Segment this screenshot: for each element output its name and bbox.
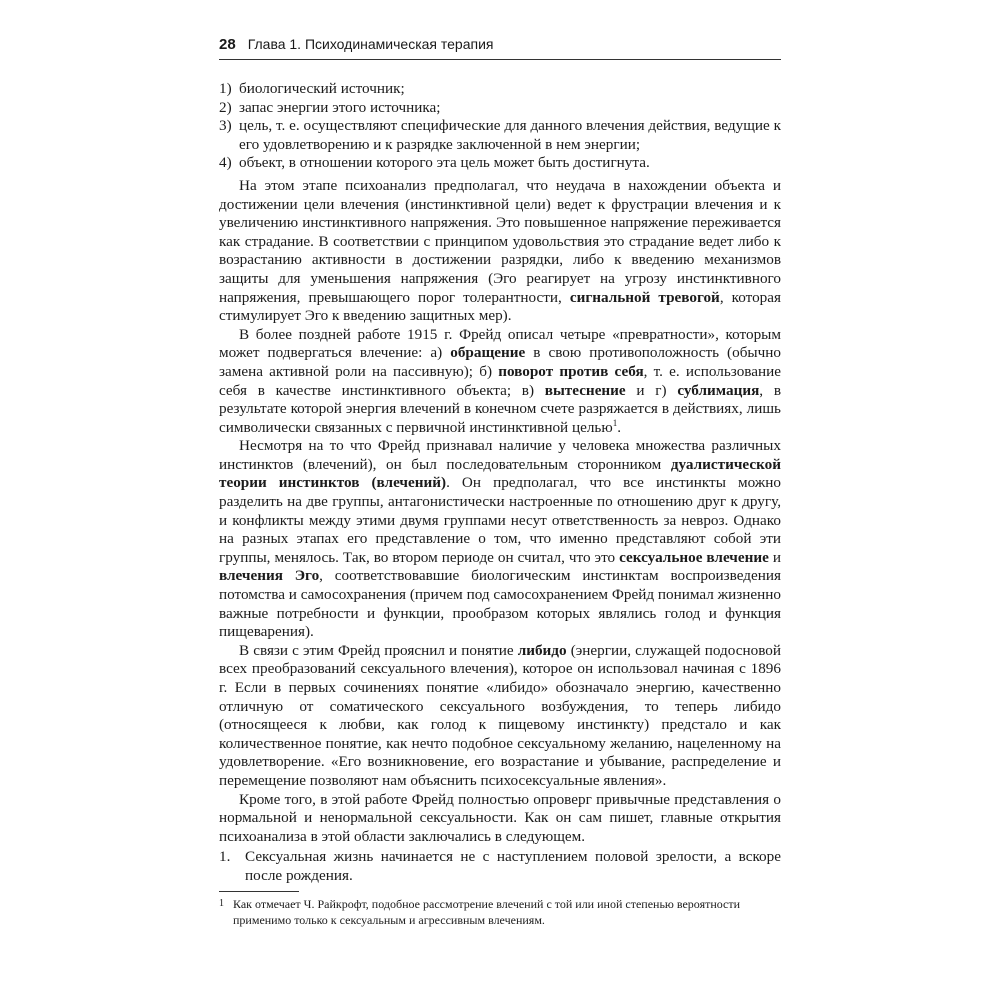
list-item: 1) биологический источник; — [219, 80, 405, 97]
running-header — [219, 36, 781, 58]
chapter-title: Глава 1. Психодинамическая терапия — [247, 36, 494, 52]
paragraph: В более поздней работе 1915 г. Фрейд описал четыре «превратности», которым может подвергаться влечение: а) обращение в свою противоположность (обычно замена активной роли на пассивную); б) поворот против себя, т. е. использование себя в качестве инстинктивного объекта; в) вытеснение и г) сублимация, в результате которой энергия влечений в конечном счете разряжается в действиях, лишь символически связанных с первичной инстинктивной целью$^1$. — [219, 325, 782, 436]
bold-term: сублимация — [677, 381, 760, 399]
footnote — [219, 896, 781, 928]
bold-term: вытеснение — [544, 381, 626, 399]
bold-term: либидо — [517, 641, 567, 659]
list-item: 3) цель, т. е. осуществляют специфические для данного влечения действия, ведущие к его удовлетворению и к разрядке заключенной в нем энергии; — [219, 117, 781, 153]
bold-term: влечения Эго — [219, 567, 320, 585]
list-item: 1. Сексуальная жизнь начинается не с наступлением половой зрелости, а вскоре после рождения. — [219, 848, 781, 884]
paragraph: На этом этапе психоанализ предполагал, что неудача в нахождении объекта и достижении цели влечения (инстинктивной цели) ведет к фрустрации влечения и к увеличению инстинктивного напряжения. Это повышенное напряжение переживается как страдание. В соответствии с принципом удовольствия это страдание ведет либо к возрастанию активности в достижении разрядки, либо к введению механизмов защиты для уменьшения напряжения (Эго реагирует на угрозу инстинктивного напряжения, превышающего порог толерантности, сигнальной тревогой, которая стимулирует Эго к введению защитных мер). — [219, 176, 781, 325]
bold-term: сексуальное влечение — [619, 548, 769, 566]
bold-term: обращение — [450, 344, 526, 362]
page-number: 28 — [219, 36, 236, 53]
list-item: 4) объект, в отношении которого эта цель может быть достигнута. — [219, 154, 650, 172]
body-text — [219, 80, 781, 886]
bold-term: сигнальной тревогой — [569, 288, 720, 306]
footnote-text: Как отмечает Ч. Райкрофт, подобное рассмотрение влечений с той или иной степенью вероятности применимо только к сексуальным и агрессивным влечениям. — [233, 897, 741, 927]
paragraph: В связи с этим Фрейд прояснил и понятие либидо (энергии, служащей подосновой всех преобразований сексуального влечения), которое он использовал начиная с 1896 г. Если в первых сочинениях понятие «либидо» обозначало энергию, качественно отличную от соматического сексуального возбуждения, то теперь либидо (относящееся к любви, как голод к пищевому инстинкту) предстало и как количественное понятие, как нечто подобное сексуальному желанию, нацеленному на удовлетворение. «Его возникновение, его возрастание и убывание, распределение и перемещение позволяют нам объяснить психосексуальные явления». — [219, 641, 781, 789]
list-item: 2) запас энергии этого источника; — [219, 98, 441, 116]
bold-term: дуалистической теории инстинктов (влечений) — [219, 455, 781, 492]
footnote-rule — [219, 891, 299, 892]
paragraph: Несмотря на то что Фрейд признавал наличие у человека множества различных инстинктов (влечений), он был последовательным сторонником дуалистической теории инстинктов (влечений). Он предполагал, что все инстинкты можно разделить на две группы, антагонистически настроенные по отношению друг к другу, и конфликты между этими двумя группами несут ответственность за невроз. Однако на разных этапах его представление о том, что именно представляют собой эти группы, менялось. Так, во втором периоде он считал, что это сексуальное влечение и влечения Эго, соответствовавшие биологическим инстинктам воспроизведения потомства и самосохранения (причем под самосохранением Фрейд понимал жизненно важные потребности и функции, прообразом которых являлись голод и функция пищеварения). — [219, 437, 782, 641]
header-rule — [219, 59, 781, 60]
footnote-mark: 1 — [219, 898, 224, 909]
bold-term: поворот против себя — [498, 362, 644, 380]
footnote-ref: 1 — [612, 417, 618, 428]
paragraph: Кроме того, в этой работе Фрейд полностью опроверг привычные представления о нормальной и ненормальной сексуальности. Как он сам пишет, главные открытия психоанализа в этой области заключались в следующем. — [219, 790, 781, 845]
